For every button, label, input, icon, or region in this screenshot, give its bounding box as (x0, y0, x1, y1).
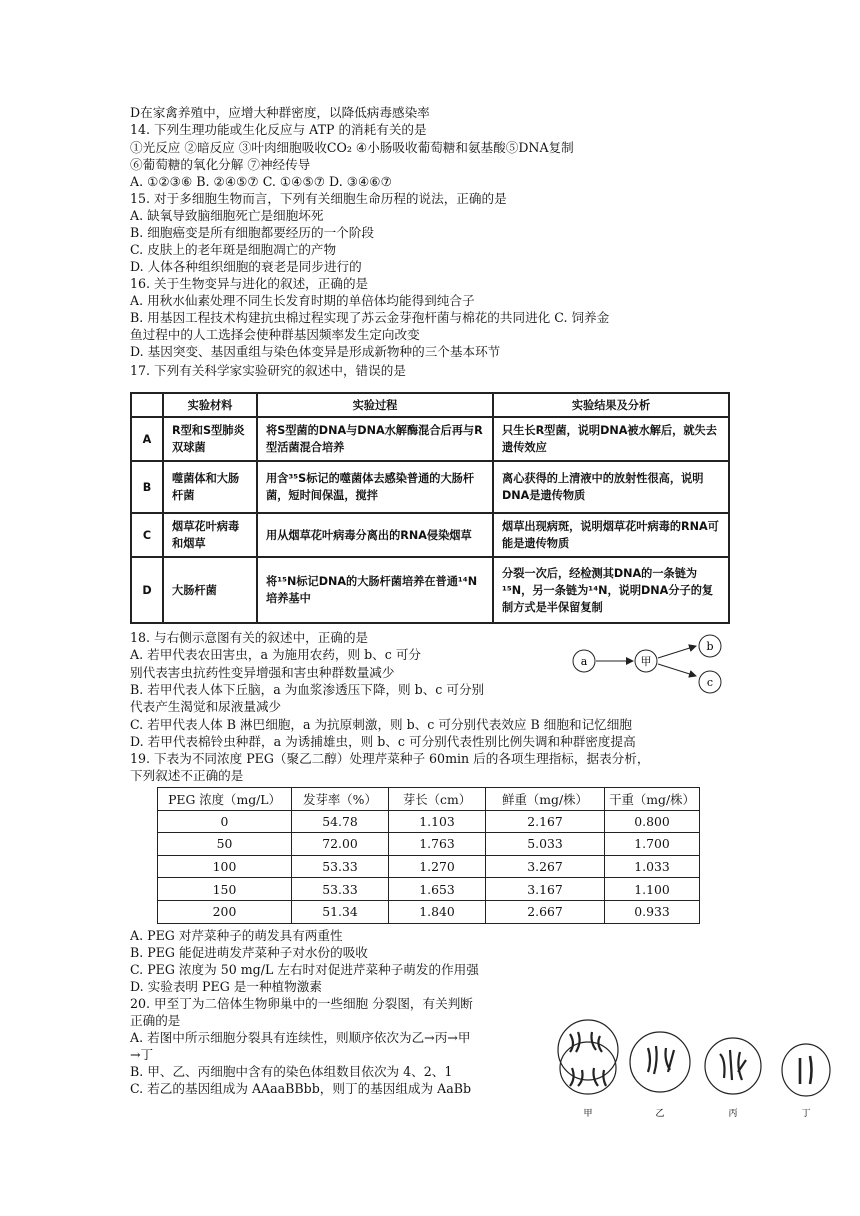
label-ding: 丁 (801, 1109, 811, 1119)
node-c-label: c (706, 676, 714, 689)
row-label: C (131, 513, 163, 557)
table-cell: 51.34 (292, 900, 389, 923)
q19-option-b: B. PEG 能促进萌发芹菜种子对水份的吸收 (130, 945, 368, 960)
question-18: 18. 与右侧示意图有关的叙述中，正确的是 (130, 630, 369, 645)
line-top-3: ⑥葡萄糖的氧化分解 ⑦神经传导 (130, 157, 311, 172)
line-top-0: D在家禽养殖中，应增大种群密度，以降低病毒感染率 (130, 105, 430, 120)
table-header: 发芽率（%） (292, 788, 389, 811)
q20-option-a-cont: →丁 (130, 1047, 154, 1062)
arrow-jia-c (658, 664, 696, 676)
table-header: 鲜重（mg/株） (486, 788, 605, 811)
table-cell: 1.270 (389, 855, 486, 878)
question-14: 14. 下列生理功能或生化反应与 ATP 的消耗有关的是 (130, 122, 427, 137)
cell-material: 烟草花叶病毒和烟草 (163, 513, 257, 557)
table-header: 芽长（cm） (389, 788, 486, 811)
cell-process: 用从烟草花叶病毒分离出的RNA侵染烟草 (257, 513, 493, 557)
table-row (131, 513, 729, 557)
table-row (158, 900, 700, 923)
q20-option-b: B. 甲、乙、丙细胞中含有的染色体组数目依次为 4、2、1 (130, 1064, 453, 1079)
question-16: 16. 关于生物变异与进化的叙述，正确的是 (130, 276, 369, 291)
row-label: D (131, 557, 163, 623)
q19-option-c: C. PEG 浓度为 50 mg/L 左右时对促进芹菜种子萌发的作用强 (130, 962, 479, 977)
table-header: 干重（mg/株） (605, 788, 700, 811)
q19-option-d: D. 实验表明 PEG 是一种植物激素 (130, 979, 322, 994)
table-header: PEG 浓度（mg/L） (158, 788, 292, 811)
question-17: 17. 下列有关科学家实验研究的叙述中，错误的是 (130, 363, 406, 378)
table-cell: 2.167 (486, 810, 605, 833)
line-top-7: B. 细胞癌变是所有细胞都要经历的一个阶段 (130, 225, 374, 240)
cell-process: 用含³⁵S标记的噬菌体去感染普通的大肠杆菌，短时间保温，搅拌 (257, 461, 493, 513)
question-19: 19. 下表为不同浓度 PEG（聚乙二醇）处理芹菜种子 60min 后的各项生理指标，据表分析， (130, 751, 650, 766)
cell-process: 将¹⁵N标记DNA的大肠杆菌培养在普通¹⁴N培养基中 (257, 557, 493, 623)
table-cell: 100 (158, 855, 292, 878)
cell-jia (558, 1020, 618, 1094)
table-cell: 1.840 (389, 900, 486, 923)
table-cell: 5.033 (486, 833, 605, 856)
line-top-2: ①光反应 ②暗反应 ③叶肉细胞吸收CO₂ ④小肠吸收葡萄糖和氨基酸⑤DNA复制 (130, 140, 574, 155)
cell-result: 离心获得的上清液中的放射性很高，说明DNA是遗传物质 (493, 461, 729, 513)
q18-line-2: 别代表害虫抗药性变异增强和害虫种群数量减少 (130, 665, 395, 680)
cell-bing (705, 1038, 761, 1094)
line-top-14: D. 基因突变、基因重组与染色体变异是形成新物种的三个基本环节 (130, 344, 501, 359)
experiment-table (130, 392, 730, 624)
table-cell: 54.78 (292, 810, 389, 833)
question-20: 20. 甲至丁为二倍体生物卵巢中的一些细胞 分裂图，有关判断 (130, 996, 473, 1011)
question-15: 15. 对于多细胞生物而言，下列有关细胞生命历程的说法，正确的是 (130, 191, 507, 206)
line-top-12: B. 用基因工程技术构建抗虫棉过程实现了苏云金芽孢杆菌与棉花的共同进化 C. 饲养金 (130, 310, 610, 325)
table-cell: 2.667 (486, 900, 605, 923)
table-header (131, 393, 163, 417)
table-header: 实验材料 (163, 393, 257, 417)
q18-line-4: 代表产生渴觉和尿液量减少 (130, 699, 282, 714)
label-yi: 乙 (655, 1109, 665, 1119)
q18-line-3: B. 若甲代表人体下丘脑，a 为血浆渗透压下降，则 b、c 可分别 (130, 682, 485, 697)
table-cell: 0 (158, 810, 292, 833)
table-cell: 200 (158, 900, 292, 923)
cell-yi (630, 1032, 690, 1092)
line-top-13: 鱼过程中的人工选择会使种群基因频率发生定向改变 (130, 327, 420, 342)
table-cell: 1.100 (605, 878, 700, 901)
cell-material: 噬菌体和大肠杆菌 (163, 461, 257, 513)
table-row (131, 557, 729, 623)
line-top-9: D. 人体各种组织细胞的衰老是同步进行的 (130, 259, 362, 274)
table-row (131, 417, 729, 461)
q20-line-1: 正确的是 (130, 1013, 181, 1028)
cell-division-figure (548, 1010, 838, 1125)
cell-ding (782, 1044, 830, 1096)
table-row (158, 810, 700, 833)
row-label: A (131, 417, 163, 461)
table-cell: 53.33 (292, 878, 389, 901)
table-cell: 72.00 (292, 833, 389, 856)
table-row (131, 461, 729, 513)
table-cell: 1.103 (389, 810, 486, 833)
q18-diagram (568, 634, 738, 698)
table-row (158, 855, 700, 878)
cell-result: 只生长R型菌，说明DNA被水解后，就失去遗传效应 (493, 417, 729, 461)
table-header: 实验结果及分析 (493, 393, 729, 417)
table-header-row (131, 393, 729, 417)
node-b-label: b (706, 640, 714, 653)
q20-option-c: C. 若乙的基因组成为 AAaaBBbb，则丁的基因组成为 AaBb (130, 1081, 472, 1096)
peg-table (157, 787, 700, 924)
q18-line-5: C. 若甲代表人体 B 淋巴细胞，a 为抗原刺激，则 b、c 可分别代表效应 B 细胞和记忆细胞 (130, 717, 632, 732)
cell-material: R型和S型肺炎双球菌 (163, 417, 257, 461)
line-top-11: A. 用秋水仙素处理不同生长发育时期的单倍体均能得到纯合子 (130, 293, 475, 308)
q19-line-1: 下列叙述不正确的是 (130, 768, 244, 783)
table-cell: 53.33 (292, 855, 389, 878)
q20-option-a: A. 若图中所示细胞分裂具有连续性，则顺序依次为乙→丙→甲 (130, 1030, 471, 1045)
q18-line-6: D. 若甲代表棉铃虫种群，a 为诱捕雄虫，则 b、c 可分别代表性别比例失调和种群密度提高 (130, 734, 636, 749)
table-cell: 1.653 (389, 878, 486, 901)
cell-process: 将S型菌的DNA与DNA水解酶混合后再与R型活菌混合培养 (257, 417, 493, 461)
table-cell: 150 (158, 878, 292, 901)
label-bing: 丙 (728, 1109, 738, 1119)
table-cell: 50 (158, 833, 292, 856)
table-cell: 1.700 (605, 833, 700, 856)
line-top-8: C. 皮肤上的老年斑是细胞凋亡的产物 (130, 242, 337, 257)
table-cell: 1.033 (605, 855, 700, 878)
table-cell: 0.800 (605, 810, 700, 833)
row-label: B (131, 461, 163, 513)
line-top-4: A. ①②③⑥ B. ②④⑤⑦ C. ①④⑤⑦ D. ③④⑥⑦ (130, 174, 392, 189)
node-a-label: a (580, 655, 588, 668)
node-jia-label: 甲 (640, 655, 652, 668)
cell-result: 分裂一次后，经检测其DNA的一条链为¹⁵N，另一条链为¹⁴N，说明DNA分子的复制方式是半保留复制 (493, 557, 729, 623)
table-header: 实验过程 (257, 393, 493, 417)
table-cell: 0.933 (605, 900, 700, 923)
cell-result: 烟草出现病斑，说明烟草花叶病毒的RNA可能是遗传物质 (493, 513, 729, 557)
label-jia: 甲 (583, 1109, 593, 1119)
table-cell: 1.763 (389, 833, 486, 856)
table-header-row (158, 788, 700, 811)
cell-material: 大肠杆菌 (163, 557, 257, 623)
q19-option-a: A. PEG 对芹菜种子的萌发具有两重性 (130, 928, 343, 943)
arrow-jia-b (658, 646, 696, 658)
table-cell: 3.167 (486, 878, 605, 901)
q18-line-1: A. 若甲代表农田害虫，a 为施用农药，则 b、c 可分 (130, 647, 422, 662)
table-row (158, 833, 700, 856)
table-row (158, 878, 700, 901)
line-top-6: A. 缺氧导致脑细胞死亡是细胞坏死 (130, 208, 324, 223)
table-cell: 3.267 (486, 855, 605, 878)
